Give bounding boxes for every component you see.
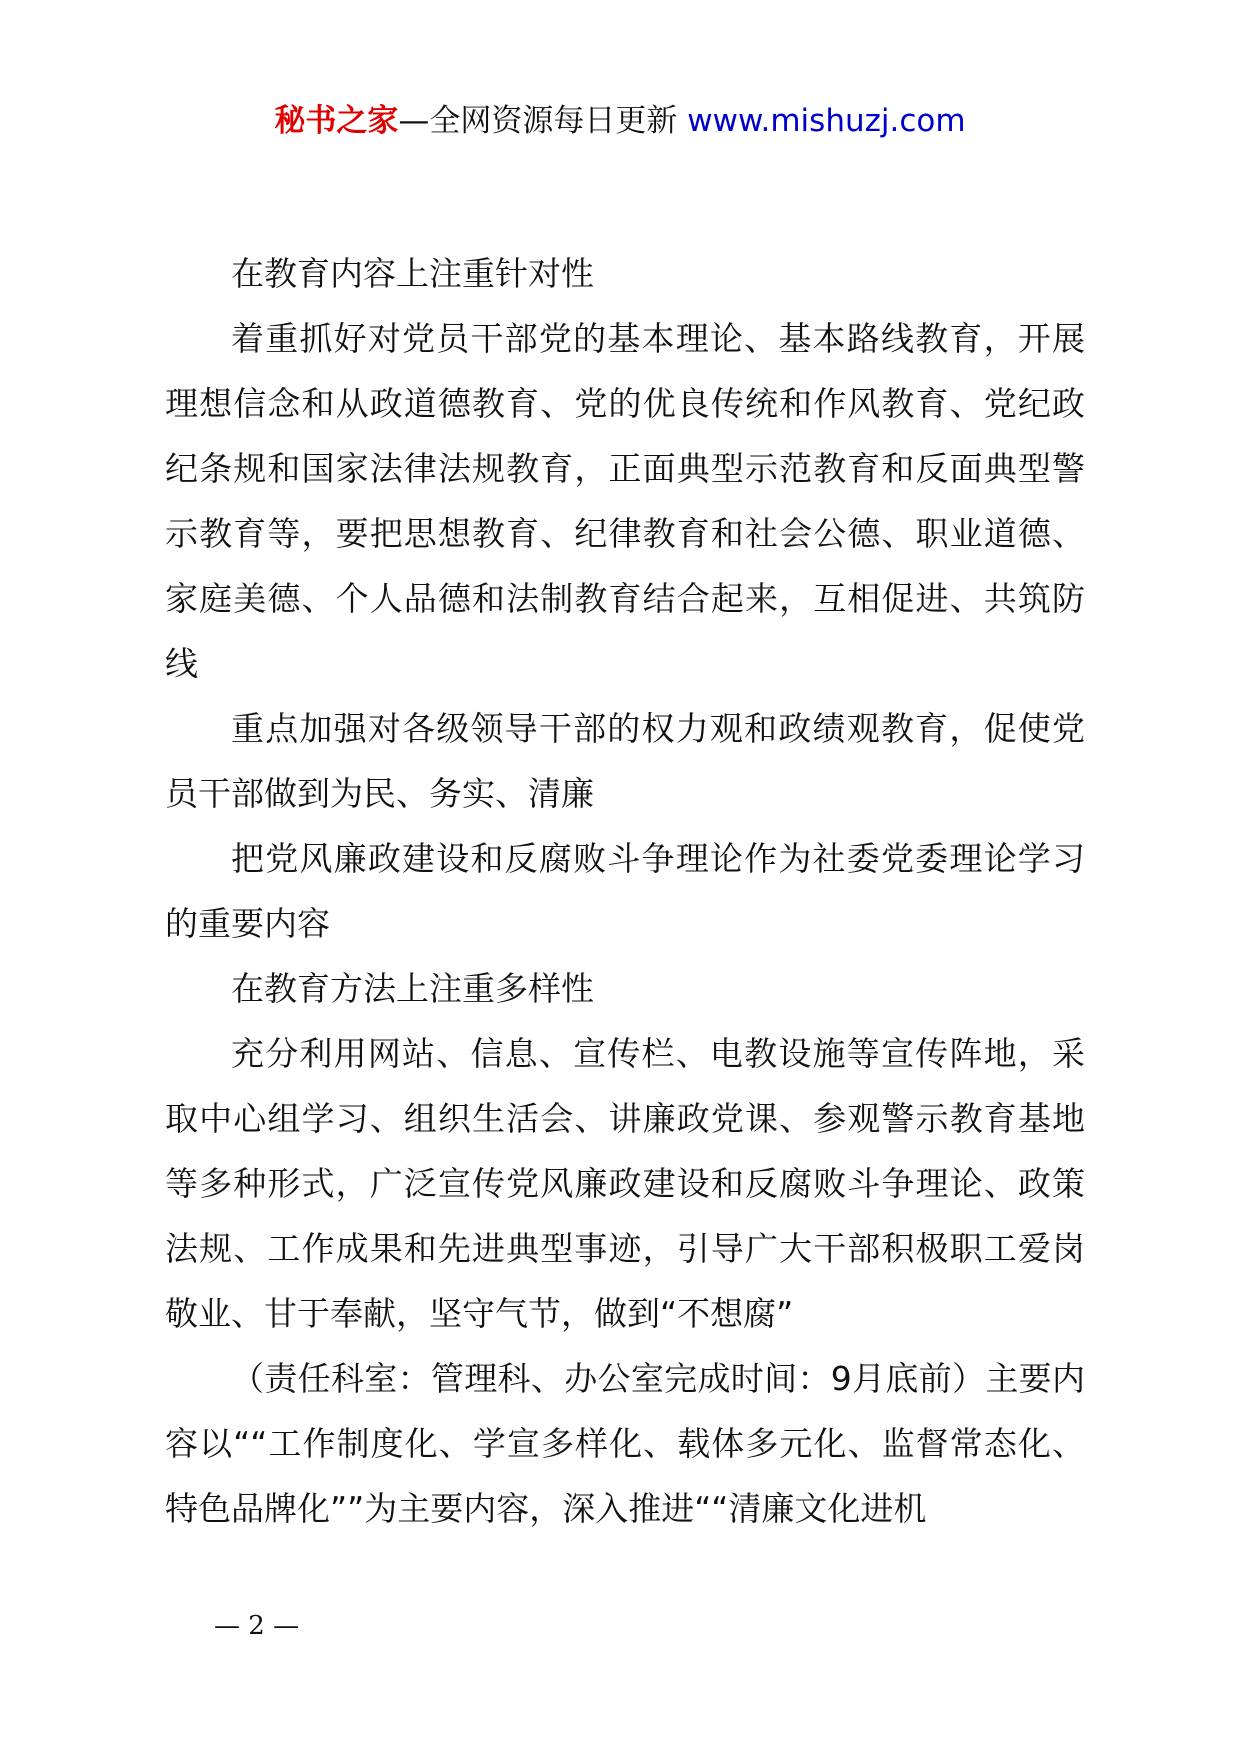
section-heading: 在教育方法上注重多样性 — [231, 969, 594, 1008]
document-body — [165, 241, 1085, 1541]
section-heading: 在教育内容上注重针对性 — [231, 254, 594, 293]
site-url-link[interactable]: www.mishuzj.com — [687, 103, 966, 139]
body-paragraph: （责任科室：管理科、办公室完成时间：9月底前）主要内容以““工作制度化、学宣多样化、载体多元化、监督常态化、特色品牌化””为主要内容，深入推进““清廉文化进机 — [165, 1359, 1085, 1528]
body-paragraph: 把党风廉政建设和反腐败斗争理论作为社委党委理论学习的重要内容 — [165, 839, 1085, 943]
brand-name: 秘书之家 — [274, 103, 399, 139]
header-slogan: —全网资源每日更新 — [398, 103, 678, 139]
site-header — [0, 100, 1240, 142]
body-paragraph: 充分利用网站、信息、宣传栏、电教设施等宣传阵地，采取中心组学习、组织生活会、讲廉政党课、参观警示教育基地等多种形式，广泛宣传党风廉政建设和反腐败斗争理论、政策法规、工作成果和先进典型事迹，引导广大干部积极职工爱岗敬业、甘于奉献，坚守气节，做到“不想腐” — [165, 1034, 1085, 1333]
body-paragraph: 着重抓好对党员干部党的基本理论、基本路线教育，开展理想信念和从政道德教育、党的优良传统和作风教育、党纪政纪条规和国家法律法规教育，正面典型示范教育和反面典型警示教育等，要把思想教育、纪律教育和社会公德、职业道德、家庭美德、个人品德和法制教育结合起来，互相促进、共筑防线 — [165, 319, 1085, 683]
body-paragraph: 重点加强对各级领导干部的权力观和政绩观教育，促使党员干部做到为民、务实、清廉 — [165, 709, 1085, 813]
page-number: — 2 — — [214, 1611, 300, 1641]
